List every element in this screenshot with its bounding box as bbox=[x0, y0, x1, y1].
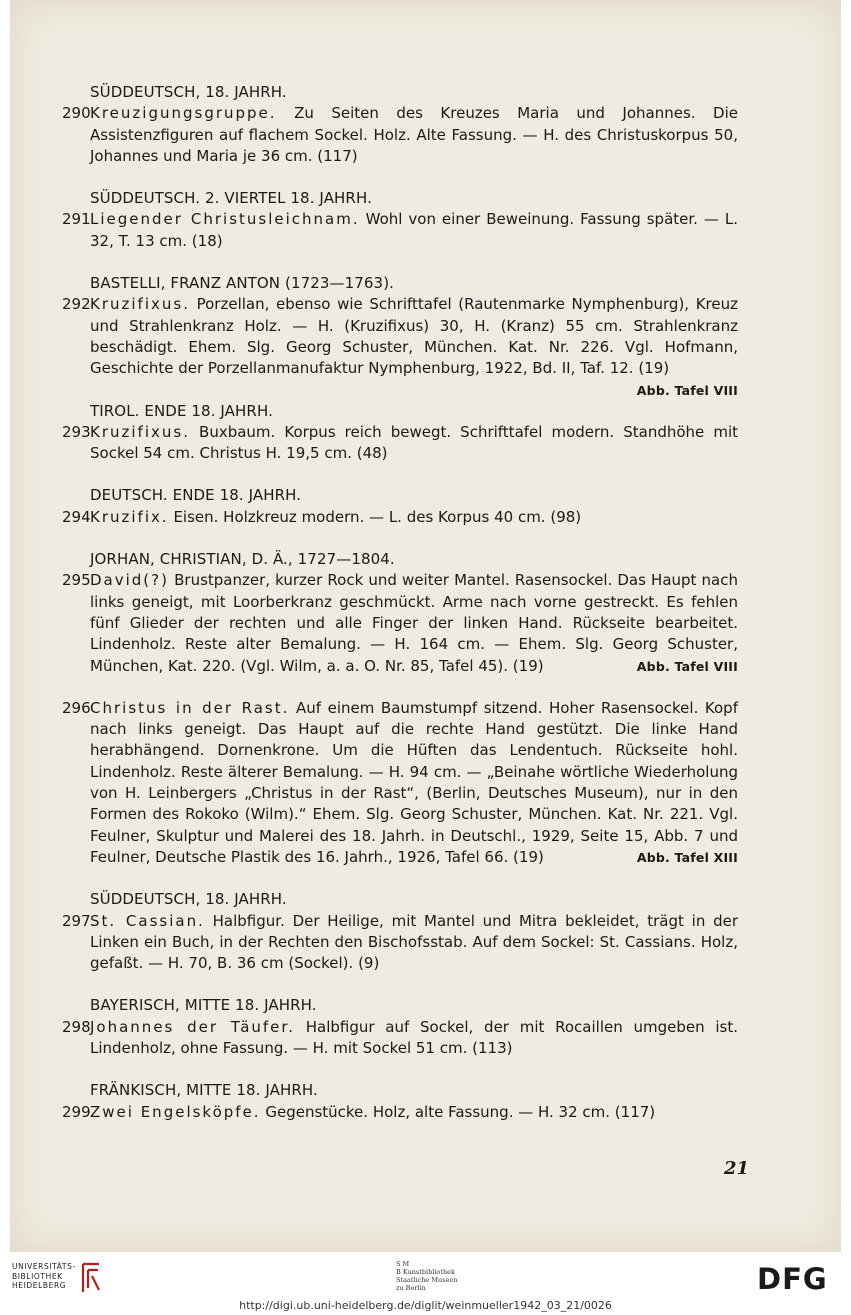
lot-number: 295 bbox=[62, 571, 91, 590]
lot-description: Halbfigur. Der Heilige, mit Mantel und Mitra bekleidet, trägt in der Linken ein Buch, in der Rechten den Bischofsstab. Auf dem Sockel: St. Cassians. Holz, gefaßt. — H. 70, B. 36 cm (Sockel). (9) bbox=[90, 911, 738, 973]
lot-number: 299 bbox=[62, 1102, 91, 1121]
lot-number: 298 bbox=[62, 1017, 91, 1036]
entry-heading: DEUTSCH. ENDE 18. JAHRH. bbox=[90, 486, 302, 505]
lot-number: 293 bbox=[62, 422, 91, 441]
lot-title: Kruzifixus. bbox=[90, 295, 190, 314]
lot-number: 296 bbox=[62, 698, 91, 717]
logo-text-line: UNIVERSITÄTS- bbox=[12, 1262, 76, 1271]
lot-title: Kruzifix. bbox=[90, 507, 169, 526]
entry-292 bbox=[62, 273, 738, 398]
lot-title: Johannes der Täufer. bbox=[90, 1017, 295, 1036]
entry-heading: JORHAN, CHRISTIAN, D. Ä., 1727—1804. bbox=[90, 550, 395, 569]
plate-reference: Abb. Tafel XIII bbox=[636, 849, 738, 865]
entry-291 bbox=[62, 188, 738, 252]
entry-296 bbox=[62, 698, 738, 868]
lot-title: Liegender Christusleichnam. bbox=[90, 210, 360, 229]
logo-text-line: BIBLIOTHEK bbox=[12, 1271, 63, 1281]
lot-number: 290 bbox=[62, 104, 91, 123]
plate-reference: Abb. Tafel VIII bbox=[636, 658, 738, 674]
lot-description: Buxbaum. Korpus reich bewegt. Schrifttafel modern. Standhöhe mit Sockel 54 cm. Christus H. 19,5 cm. (48) bbox=[90, 422, 738, 463]
lot-title: St. Cassian. bbox=[90, 911, 205, 930]
lot-description: Eisen. Holzkreuz modern. — L. des Korpus 40 cm. (98) bbox=[173, 507, 582, 526]
entry-heading: TIROL. ENDE 18. JAHRH. bbox=[90, 401, 273, 420]
entry-297 bbox=[62, 889, 738, 974]
stamp-line: zu Berlin bbox=[396, 1284, 426, 1292]
entry-heading: FRÄNKISCH, MITTE 18. JAHRH. bbox=[90, 1081, 318, 1100]
lot-description: Auf einem Baumstumpf sitzend. Hoher Rasensockel. Kopf nach links geneigt. Das Haupt auf die rechte Hand gestützt. Die linke Hand herabhängend. Dornenkrone. Um die Hüften das Lendentuch. Rückseite hohl. Lindenholz. Reste älterer Bemalung. — H. 94 cm. — „Beinahe wörtliche Wiederholung von H. Leinbergers „Christus in der Rast“, (Berlin, Deutsches Museum), nur in den Formen des Rokoko (Wilm).“ Ehem. Slg. Georg Schuster, München. Kat. Nr. 221. Vgl. Feulner, Skulptur und Malerei des 18. Jahrh. in Deutschl., 1929, Seite 15, Abb. 7 und Feulner, Deutsche Plastik des 16. Jahrh., 1926, Tafel 66. (19) bbox=[90, 698, 738, 866]
dfg-logo[interactable]: DFG bbox=[757, 1262, 828, 1296]
digitization-footer bbox=[0, 1252, 851, 1315]
entry-heading: SÜDDEUTSCH, 18. JAHRH. bbox=[90, 83, 287, 101]
entry-290 bbox=[62, 82, 738, 167]
stamp-line: S M bbox=[396, 1260, 410, 1268]
lot-title: Christus in der Rast. bbox=[90, 698, 290, 717]
plate-reference: Abb. Tafel VIII bbox=[636, 382, 738, 398]
lot-title: Zwei Engelsköpfe. bbox=[90, 1102, 261, 1121]
catalog-entries bbox=[62, 82, 738, 1123]
lot-number: 297 bbox=[62, 911, 91, 930]
stamp-line: Staatliche Museen bbox=[396, 1276, 458, 1284]
entry-heading: BASTELLI, FRANZ ANTON (1723—1763). bbox=[90, 274, 395, 293]
entry-heading: BAYERISCH, MITTE 18. JAHRH. bbox=[90, 996, 317, 1015]
lot-description: Porzellan, ebenso wie Schrifttafel (Rautenmarke Nymphenburg), Kreuz und Strahlenkranz Holz. — H. (Kruzifixus) 30, H. (Kranz) 55 cm. Strahlenkranz beschädigt. Ehem. Slg. Georg Schuster, München. Kat. Nr. 226. Vgl. Hofmann, Geschichte der Porzellanmanufaktur Nymphenburg, 1922, Bd. II, Taf. 12. (19) bbox=[90, 295, 738, 378]
lot-number: 292 bbox=[62, 295, 91, 314]
library-emblem-icon bbox=[80, 1262, 102, 1298]
lot-title: Kreuzigungsgruppe. bbox=[90, 104, 277, 123]
entry-298 bbox=[62, 995, 738, 1059]
lot-description: Brustpanzer, kurzer Rock und weiter Mantel. Rasensockel. Das Haupt nach links geneigt, mit Loorberkranz geschmückt. Arme nach vorne gestreckt. Es fehlen fünf Glieder der rechten und alle Finger der linken Hand. Rückseite bearbeitet. Lindenholz. Reste alter Bemalung. — H. 164 cm. — Ehem. Slg. Georg Schuster, München, Kat. 220. (Vgl. Wilm, a. a. O. Nr. 85, Tafel 45). (19) bbox=[90, 571, 738, 675]
lot-title: Kruzifixus. bbox=[90, 422, 190, 441]
entry-294 bbox=[62, 485, 738, 528]
catalog-page bbox=[10, 0, 841, 1252]
lot-description: Zu Seiten des Kreuzes Maria und Johannes. Die Assistenzfiguren auf flachem Sockel. Holz. Alte Fassung. — H. des Christuskorpus 50, Johannes und Maria je 36 cm. (117) bbox=[90, 104, 738, 165]
entry-295 bbox=[62, 549, 738, 677]
lot-number: 291 bbox=[62, 210, 91, 229]
entry-heading: SÜDDEUTSCH, 18. JAHRH. bbox=[90, 890, 287, 909]
lot-number: 294 bbox=[62, 507, 91, 526]
lot-description: Wohl von einer Beweinung. Fassung später. — L. 32, T. 13 cm. (18) bbox=[90, 210, 738, 250]
stamp-line: B Kunstbibliothek bbox=[396, 1268, 455, 1276]
page-number: 21 bbox=[724, 1158, 750, 1179]
university-library-logo[interactable] bbox=[12, 1262, 76, 1291]
entry-299 bbox=[62, 1080, 738, 1123]
entry-293 bbox=[62, 401, 738, 465]
source-url[interactable]: http://digi.ub.uni-heidelberg.de/diglit/weinmueller1942_03_21/0026 bbox=[239, 1299, 612, 1312]
lot-title: David(?) bbox=[90, 571, 169, 590]
lot-description: Halbfigur auf Sockel, der mit Rocaillen umgeben ist. Lindenholz, ohne Fassung. — H. mit Sockel 51 cm. (113) bbox=[90, 1017, 738, 1057]
logo-text-line: HEIDELBERG bbox=[12, 1281, 67, 1290]
museum-stamp bbox=[396, 1260, 457, 1292]
lot-description: Gegenstücke. Holz, alte Fassung. — H. 32 cm. (117) bbox=[265, 1102, 656, 1121]
entry-heading: SÜDDEUTSCH. 2. VIERTEL 18. JAHRH. bbox=[90, 189, 372, 208]
